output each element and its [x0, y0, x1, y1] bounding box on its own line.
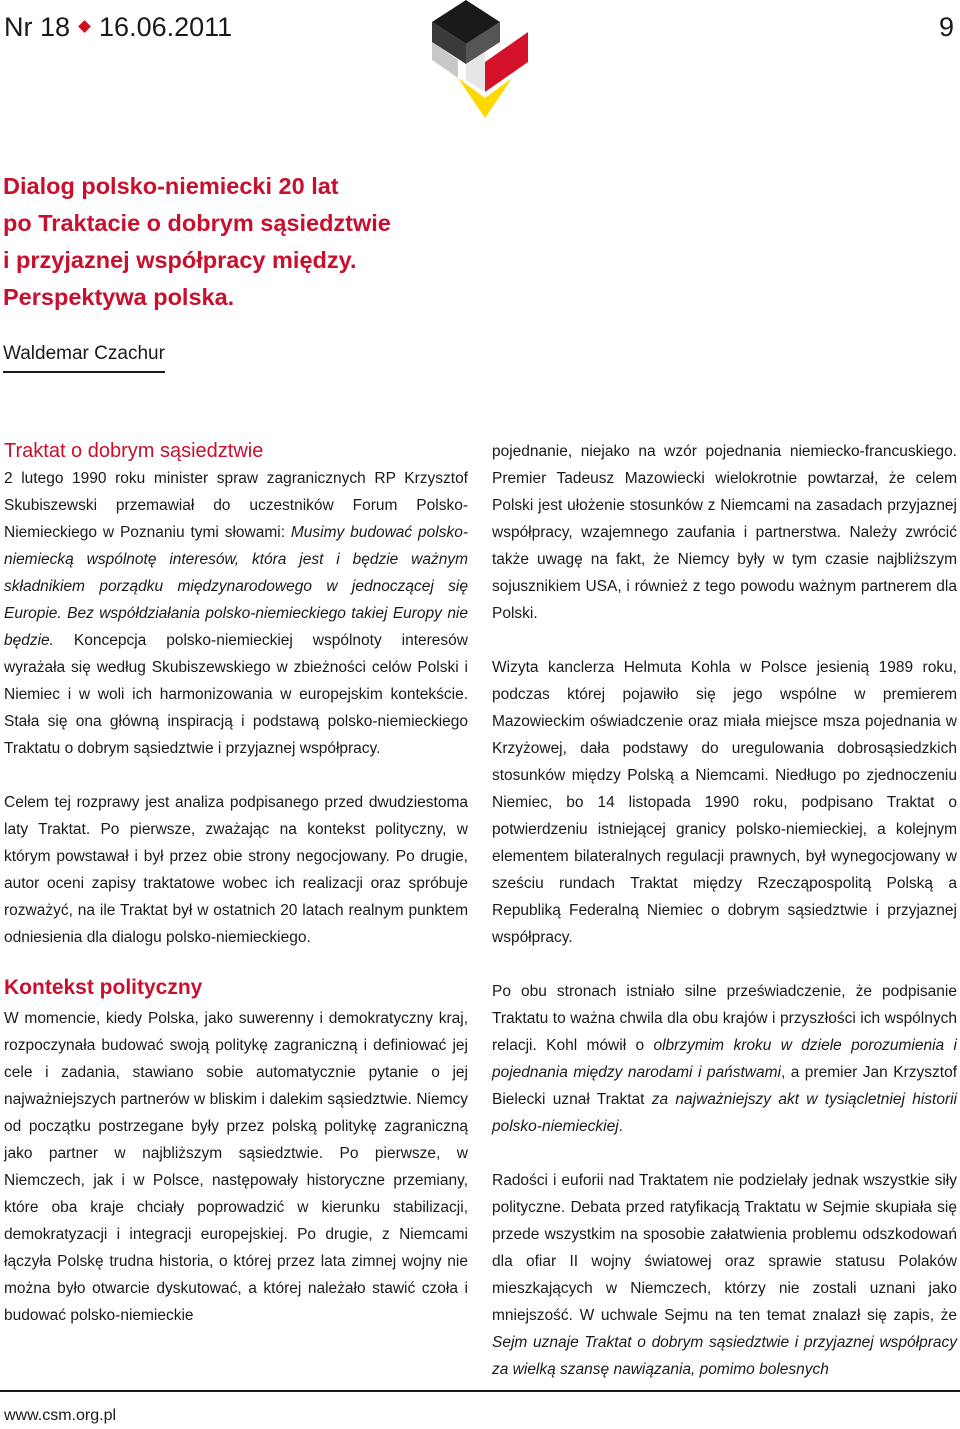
section-heading-treaty: Traktat o dobrym sąsiedztwie: [4, 440, 264, 462]
paragraph-reconciliation: pojednanie, niejako na wzór pojednania niemiecko-francuskiego. Premier Tadeusz Mazowiecki wielokrotnie powtarzał, że celem Polski jest ułożenie stosunków z Niemcami na zasadach przyjaznej współpracy, wzajemnego zaufania i partnerstwa. Należy zwrócić także uwagę na fakt, że Niemcy były w tym czasie najbliższym sojusznikiem USA, i również z tego powodu ważnym partnerem dla Polski.: [492, 443, 957, 622]
left-column: [4, 438, 468, 1329]
quote-kohl: olbrzymim kroku w dziele porozumienia i pojednania między narodami i państwami: [492, 1037, 957, 1081]
text-run: 2 lutego 1990 roku minister spraw zagranicznych RP Krzysztof Skubiszewski przemawiał do uczestników Forum Polsko-Niemieckiego w Poznaniu tymi słowami:: [4, 470, 468, 541]
article-title: [3, 168, 603, 316]
title-line: Dialog polsko-niemiecki 20 lat: [3, 173, 339, 199]
cube-logo-icon: [430, 0, 530, 118]
title-line: Perspektywa polska.: [3, 284, 235, 310]
text-run: Radości i euforii nad Traktatem nie podzielały jednak wszystkie siły polityczne. Debata przed ratyfikacją Traktatu w Sejmie skupiała się przede wszystkim na sposobie załatwienia problemu odszkodowań dla ofiar II wojny światowej oraz sprawie statusu Polaków mieszkających w Niemczech, którzy nie zostali uznani jako mniejszość. W uchwale Sejmu na ten temat znalazł się zapis, że: [492, 1172, 957, 1324]
paragraph-treaty-intro: [4, 465, 468, 762]
issue-date: 16.06.2011: [99, 12, 233, 42]
footer-divider: [0, 1390, 960, 1392]
footer-website-link[interactable]: www.csm.org.pl: [4, 1407, 117, 1424]
text-run: Koncepcja polsko-niemieckiej wspólnoty interesów wyrażała się według Skubiszewskiego w zbieżności celów Polski i Niemiec i w woli ich harmonizowania w europejskim kontekście. Stała się ona główną inspiracją i podstawą polsko-niemieckiego Traktatu o dobrym sąsiedztwie i przyjaznej współpracy.: [4, 632, 468, 757]
quote-sejm-resolution: Sejm uznaje Traktat o dobrym sąsiedztwie i przyjaznej współpracy za wielką szansę nawiązania, pomimo bolesnych: [492, 1334, 957, 1378]
title-line: i przyjaznej współpracy między.: [3, 247, 357, 273]
section-heading-political-context: Kontekst polityczny: [4, 976, 203, 999]
paragraph-kohl-visit: Wizyta kanclerza Helmuta Kohla w Polsce jesienią 1989 roku, podczas której pojawiło się jego wspólne w premierem Mazowieckim oświadczenie oraz miała miejsce msza pojednania w Krzyżowej, dała podstawy do uregulowania dobrosąsiedzkich stosunków między Polską a Niemcami. Niedługo po zjednoczeniu Niemiec, bo 14 listopada 1990 roku, podpisano Traktat o potwierdzeniu istniejącej granicy polsko-niemieckiej, a kolejnym elementem bilateralnych regulacji prawnych, był wynegocjowany w sześciu rundach Traktat między Rzecząpospolitą Polską a Republiką Federalną Niemiec o dobrym sąsiedztwie i przyjaznej współpracy.: [492, 659, 957, 946]
paragraph-political-context: W momencie, kiedy Polska, jako suwerenny i demokratyczny kraj, rozpoczynała budować swoją politykę zagraniczną i definiować jej cele i zadania, stawiano sobie automatycznie pytanie o jej najważniejszych partnerów w bliskim i dalekim sąsiedztwie. Niemcy od początku postrzegane były przez polską politykę zagraniczną jako partner w najbliższym sąsiedztwie. Po pierwsze, w Niemczech, jak i w Polsce, następowały historyczne przemiany, które oba kraje chciały poprowadzić w kierunku stabilizacji, demokratyzacji i integracji europejskiej. Po drugie, z Niemcami łączyła Polskę trudna historia, o której przez lata zimnej wojny nie można było otwarcie dyskutować, a której należało stawić czoła i budować polsko-niemieckie: [4, 1010, 468, 1324]
page-number: 9: [938, 12, 954, 42]
quote-skubiszewski: Musimy budować polsko-niemiecką wspólnotę interesów, która jest i będzie ważnym składnikiem porządku międzynarodowego w jednoczącej się Europie. Bez współdziałania polsko-niemieckiego takiej Europy nie będzie.: [4, 524, 468, 649]
author-name: Waldemar Czachur: [3, 340, 165, 373]
text-run: Po obu stronach istniało silne przeświadczenie, że podpisanie Traktatu to ważna chwila dla obu krajów i przyszłości ich wspólnych relacji. Kohl mówił o: [492, 983, 957, 1054]
issue-line: [4, 11, 232, 43]
issue-number: Nr 18: [4, 12, 71, 42]
red-diamond-icon: [78, 21, 91, 34]
title-line: po Traktacie o dobrym sąsiedztwie: [3, 210, 391, 236]
page-header: [0, 0, 960, 120]
quote-bielecki: za najważniejszy akt w tysiącletniej historii polsko-niemieckiej: [492, 1091, 957, 1135]
right-column: [492, 438, 957, 1383]
paragraph-conviction: [492, 978, 957, 1140]
paragraph-ratification-debate: [492, 1167, 957, 1383]
text-run: .: [618, 1118, 623, 1135]
article-title-block: [3, 168, 603, 316]
paragraph-aim: Celem tej rozprawy jest analiza podpisanego przed dwudziestoma laty Traktat. Po pierwsze, zważając na kontekst polityczny, w którym powstawał i był przez obie strony negocjowany. Po drugie, autor oceni zapisy traktatowe wobec ich realizacji oraz spróbuje rozważyć, na ile Traktat był w ostatnich 20 latach realnym punktem odniesienia dla dialogu polsko-niemieckiego.: [4, 794, 468, 946]
text-run: , a premier Jan Krzysztof Bielecki uznał Traktat: [492, 1064, 957, 1108]
